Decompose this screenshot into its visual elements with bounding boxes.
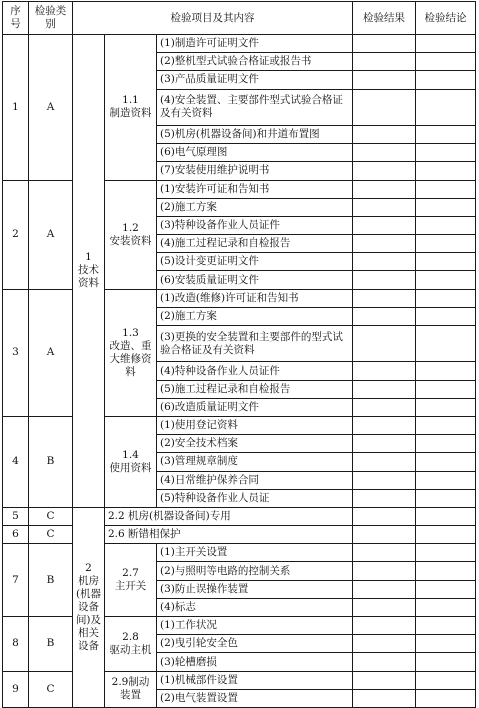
- subcategory-cell: 2.9制动装置: [105, 671, 157, 707]
- result-cell[interactable]: [353, 362, 416, 380]
- inspection-item-cell: (6)安装质量证明文件: [157, 271, 353, 289]
- result-cell[interactable]: [353, 162, 416, 180]
- seq-cell: 4: [3, 416, 29, 507]
- conclusion-cell[interactable]: [416, 689, 476, 707]
- conclusion-cell[interactable]: [416, 598, 476, 616]
- item-fullwidth-cell: 2.2 机房(机器设备间)专用: [105, 507, 353, 525]
- result-cell[interactable]: [353, 216, 416, 234]
- category-cell: B: [29, 617, 73, 672]
- conclusion-cell[interactable]: [416, 198, 476, 216]
- result-cell[interactable]: [353, 271, 416, 289]
- conclusion-cell[interactable]: [416, 35, 476, 53]
- result-cell[interactable]: [353, 253, 416, 271]
- result-cell[interactable]: [353, 35, 416, 53]
- conclusion-cell[interactable]: [416, 180, 476, 198]
- conclusion-cell[interactable]: [416, 635, 476, 653]
- result-cell[interactable]: [353, 562, 416, 580]
- conclusion-cell[interactable]: [416, 507, 476, 525]
- result-cell[interactable]: [353, 144, 416, 162]
- inspection-item-cell: (4)标志: [157, 598, 353, 616]
- group-machine-room: 2 机房(机器设备间)及相关设备: [73, 507, 105, 707]
- conclusion-cell[interactable]: [416, 162, 476, 180]
- inspection-item-cell: (3)管理规章制度: [157, 453, 353, 471]
- category-cell: C: [29, 671, 73, 707]
- result-cell[interactable]: [353, 125, 416, 143]
- inspection-item-cell: (2)与照明等电路的控制关系: [157, 562, 353, 580]
- result-cell[interactable]: [353, 544, 416, 562]
- seq-cell: 2: [3, 180, 29, 289]
- conclusion-cell[interactable]: [416, 435, 476, 453]
- result-cell[interactable]: [353, 671, 416, 689]
- inspection-item-cell: (2)整机型式试验合格证或报告书: [157, 53, 353, 71]
- category-cell: A: [29, 35, 73, 181]
- result-cell[interactable]: [353, 380, 416, 398]
- inspection-item-cell: (1)改造(维修)许可证和告知书: [157, 289, 353, 307]
- conclusion-cell[interactable]: [416, 471, 476, 489]
- result-cell[interactable]: [353, 198, 416, 216]
- conclusion-cell[interactable]: [416, 289, 476, 307]
- inspection-item-cell: (5)设计变更证明文件: [157, 253, 353, 271]
- inspection-item-cell: (4)日常维护保养合同: [157, 471, 353, 489]
- inspection-item-cell: (5)特种设备作业人员证: [157, 489, 353, 507]
- inspection-item-cell: (1)工作状况: [157, 617, 353, 635]
- inspection-table: [2, 1, 476, 708]
- conclusion-cell[interactable]: [416, 362, 476, 380]
- conclusion-cell[interactable]: [416, 216, 476, 234]
- inspection-item-cell: (2)施工方案: [157, 198, 353, 216]
- inspection-item-cell: (3)更换的安全装置和主要部件的型式试验合格证及有关资料: [157, 326, 353, 362]
- inspection-item-cell: (6)改造质量证明文件: [157, 398, 353, 416]
- inspection-item-cell: (3)特种设备作业人员证件: [157, 216, 353, 234]
- table-row: [3, 507, 476, 525]
- result-cell[interactable]: [353, 180, 416, 198]
- result-cell[interactable]: [353, 635, 416, 653]
- seq-cell: 7: [3, 544, 29, 617]
- subcategory-cell: 1.4 使用资料: [105, 416, 157, 507]
- conclusion-cell[interactable]: [416, 544, 476, 562]
- result-cell[interactable]: [353, 598, 416, 616]
- conclusion-cell[interactable]: [416, 580, 476, 598]
- result-cell[interactable]: [353, 507, 416, 525]
- subcategory-cell: 1.1 制造资料: [105, 35, 157, 181]
- inspection-item-cell: (3)防止误操作装置: [157, 580, 353, 598]
- inspection-item-cell: (1)制造许可证明文件: [157, 35, 353, 53]
- seq-cell: 5: [3, 507, 29, 525]
- result-cell[interactable]: [353, 435, 416, 453]
- conclusion-cell[interactable]: [416, 453, 476, 471]
- group-technical-docs: 1 技术资料: [73, 35, 105, 508]
- subcategory-cell: 1.3 改造、重大维修资料: [105, 289, 157, 416]
- conclusion-cell[interactable]: [416, 253, 476, 271]
- inspection-item-cell: (2)安全技术档案: [157, 435, 353, 453]
- category-cell: A: [29, 289, 73, 416]
- inspection-item-cell: (1)安装许可证和告知书: [157, 180, 353, 198]
- conclusion-cell[interactable]: [416, 235, 476, 253]
- inspection-item-cell: (2)电气装置设置: [157, 689, 353, 707]
- header-row: [3, 2, 476, 35]
- inspection-item-cell: (5)机房(机器设备间)和井道布置图: [157, 125, 353, 143]
- result-cell[interactable]: [353, 235, 416, 253]
- result-cell[interactable]: [353, 398, 416, 416]
- inspection-item-cell: (7)安装使用维护说明书: [157, 162, 353, 180]
- table-row: [3, 35, 476, 53]
- category-cell: B: [29, 416, 73, 507]
- category-cell: B: [29, 544, 73, 617]
- conclusion-cell[interactable]: [416, 380, 476, 398]
- inspection-item-cell: (4)安全装置、主要部件型式试验合格证及有关资料: [157, 89, 353, 125]
- conclusion-cell[interactable]: [416, 617, 476, 635]
- conclusion-cell[interactable]: [416, 71, 476, 89]
- conclusion-cell[interactable]: [416, 271, 476, 289]
- header-conclusion: 检验结论: [416, 2, 476, 35]
- result-cell[interactable]: [353, 580, 416, 598]
- inspection-item-cell: (3)产品质量证明文件: [157, 71, 353, 89]
- inspection-item-cell: (2)施工方案: [157, 307, 353, 325]
- result-cell[interactable]: [353, 89, 416, 125]
- conclusion-cell[interactable]: [416, 562, 476, 580]
- conclusion-cell[interactable]: [416, 307, 476, 325]
- inspection-item-cell: (2)曳引轮安全色: [157, 635, 353, 653]
- conclusion-cell[interactable]: [416, 653, 476, 671]
- result-cell[interactable]: [353, 307, 416, 325]
- result-cell[interactable]: [353, 653, 416, 671]
- header-category: 检验类别: [29, 2, 73, 35]
- seq-cell: 6: [3, 526, 29, 544]
- header-items: 检验项目及其内容: [73, 2, 353, 35]
- result-cell[interactable]: [353, 489, 416, 507]
- seq-cell: 8: [3, 617, 29, 672]
- result-cell[interactable]: [353, 471, 416, 489]
- result-cell[interactable]: [353, 326, 416, 362]
- result-cell[interactable]: [353, 71, 416, 89]
- result-cell[interactable]: [353, 526, 416, 544]
- conclusion-cell[interactable]: [416, 489, 476, 507]
- category-cell: C: [29, 507, 73, 525]
- header-seq: 序号: [3, 2, 29, 35]
- inspection-item-cell: (1)使用登记资料: [157, 416, 353, 434]
- inspection-item-cell: (3)轮槽磨损: [157, 653, 353, 671]
- inspection-item-cell: (1)机械部件设置: [157, 671, 353, 689]
- category-cell: C: [29, 526, 73, 544]
- conclusion-cell[interactable]: [416, 416, 476, 434]
- inspection-item-cell: (5)施工过程记录和自检报告: [157, 380, 353, 398]
- seq-cell: 1: [3, 35, 29, 181]
- header-result: 检验结果: [353, 2, 416, 35]
- inspection-item-cell: (6)电气原理图: [157, 144, 353, 162]
- result-cell[interactable]: [353, 689, 416, 707]
- item-fullwidth-cell: 2.6 断错相保护: [105, 526, 353, 544]
- inspection-item-cell: (4)特种设备作业人员证件: [157, 362, 353, 380]
- category-cell: A: [29, 180, 73, 289]
- conclusion-cell[interactable]: [416, 89, 476, 125]
- result-cell[interactable]: [353, 289, 416, 307]
- result-cell[interactable]: [353, 453, 416, 471]
- conclusion-cell[interactable]: [416, 398, 476, 416]
- result-cell[interactable]: [353, 617, 416, 635]
- conclusion-cell[interactable]: [416, 144, 476, 162]
- seq-cell: 3: [3, 289, 29, 416]
- conclusion-cell[interactable]: [416, 671, 476, 689]
- conclusion-cell[interactable]: [416, 125, 476, 143]
- result-cell[interactable]: [353, 53, 416, 71]
- subcategory-cell: 1.2 安装资料: [105, 180, 157, 289]
- inspection-item-cell: (1)主开关设置: [157, 544, 353, 562]
- conclusion-cell[interactable]: [416, 526, 476, 544]
- conclusion-cell[interactable]: [416, 53, 476, 71]
- result-cell[interactable]: [353, 416, 416, 434]
- subcategory-cell: 2.7 主开关: [105, 544, 157, 617]
- inspection-item-cell: (4)施工过程记录和自检报告: [157, 235, 353, 253]
- subcategory-cell: 2.8 驱动主机: [105, 617, 157, 672]
- seq-cell: 9: [3, 671, 29, 707]
- conclusion-cell[interactable]: [416, 326, 476, 362]
